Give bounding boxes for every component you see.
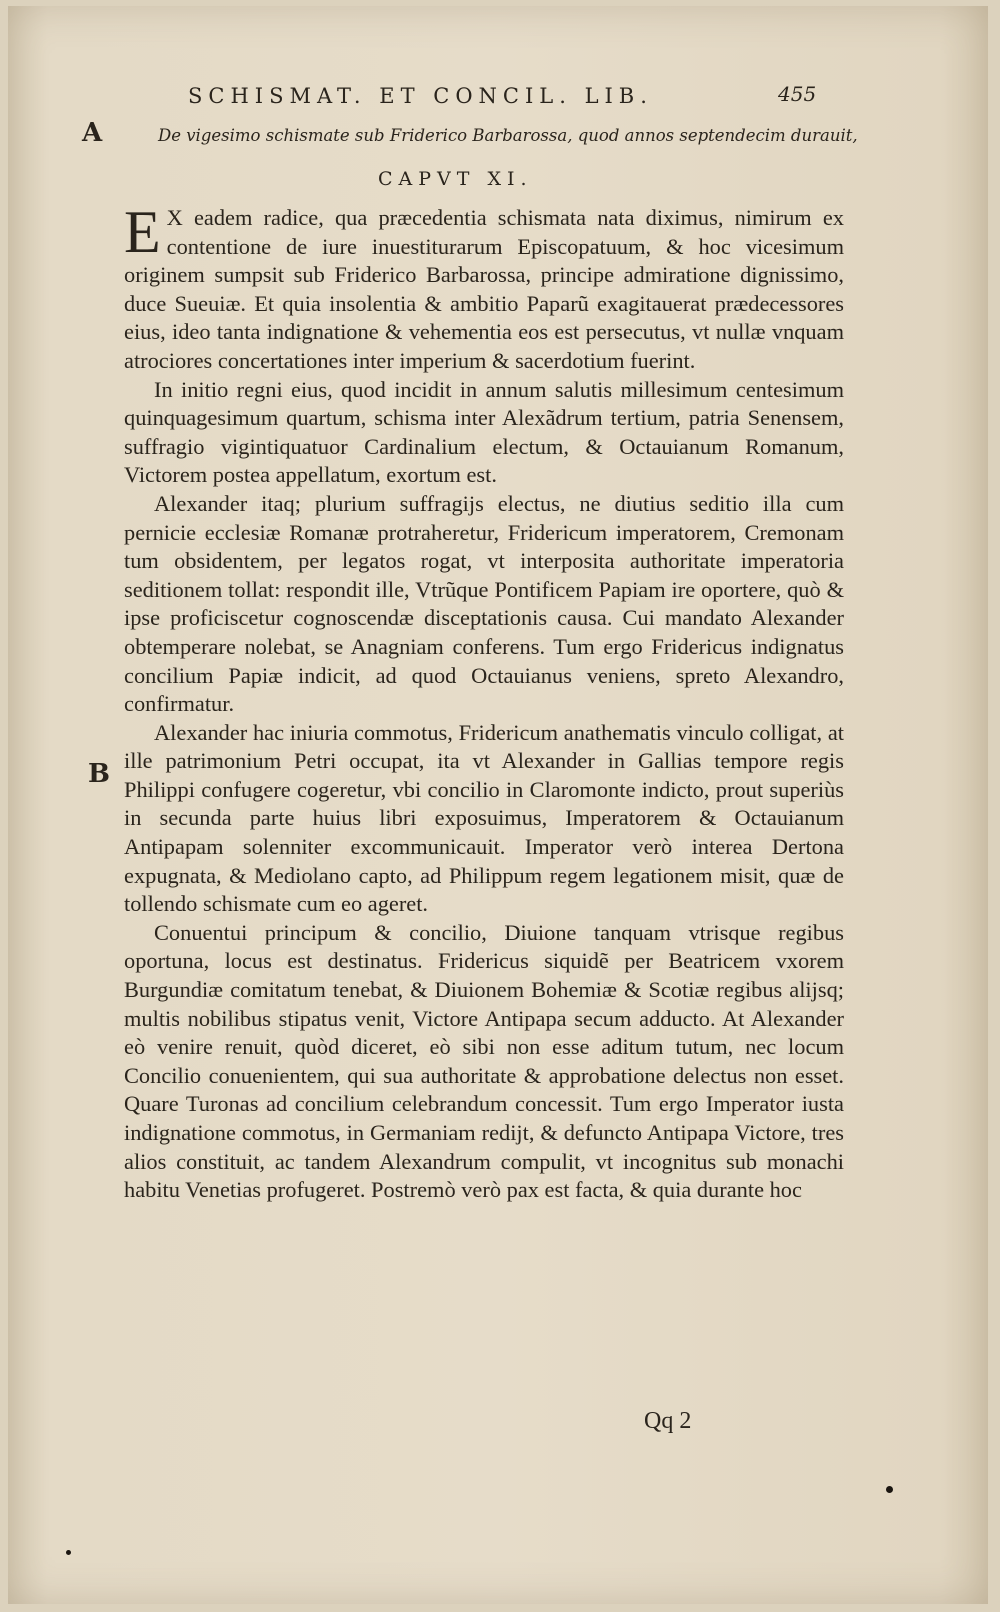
page-number: 455 — [778, 82, 817, 106]
body-text — [124, 199, 844, 1205]
drop-cap: E — [124, 199, 161, 265]
signature-mark: Qq 2 — [644, 1408, 692, 1434]
paragraph-3: Alexander itaq; plurium suffragijs electus, ne diutius seditio illa cum pernicie ecclesiæ Romanæ protraheretur, Fridericum imperatorem, Cremonam tum obsidentem, per legatos rogat, vt interposita authoritate imperatoria seditionem tollat: respondit ille, Vtrũque Pontificem Papiam ire oportere, quò & ipse proficiscetur cognoscendæ disceptationis causa. Cui mandato Alexander obtemperare nolebat, se Anagniam conferens. Tum ergo Fridericus indignatus concilium Papiæ indicit, ad quod Octauianus veniens, spreto Alexandro, confirmatur. — [124, 490, 844, 717]
chapter-heading: De vigesimo schismate sub Friderico Barbarossa, quod annos septendecim durauit, — [158, 126, 858, 145]
book-page — [8, 6, 988, 1604]
paragraph-2: In initio regni eius, quod incidit in annum salutis millesimum centesimum quinquagesimum quartum, schisma inter Alexãdrum tertium, patria Senensem, suffragio vigintiquatuor Cardinalium electum, & Octauianum Romanum, Victorem postea appellatum, exortum est. — [124, 376, 844, 488]
chapter-number: CAPVT XI. — [378, 168, 533, 190]
margin-letter-b: B — [88, 759, 110, 789]
ink-speck — [66, 1550, 71, 1555]
ink-speck — [886, 1486, 893, 1493]
paragraph-5: Conuentui principum & concilio, Diuione tanquam vtrisque regibus oportuna, locus est destinatus. Fridericus siquidẽ per Beatricem vxorem Burgundiæ comitatum tenebat, & Diuionem Bohemiæ & Scotiæ regibus alijsq; multis nobilibus stipatus venit, Victore Antipapa secum adducto. At Alexander eò venire renuit, quòd diceret, eò sibi non esse aditum tutum, nec locum Concilio conuenientem, qui sua authoritate & approbatione delectus non esset. Quare Turonas ad concilium celebrandum concessit. Tum ergo Imperator iusta indignatione commotus, in Germaniam redijt, & defuncto Antipapa Victore, tres alios constituit, ac tandem Alexandrum compulit, vt incognitus sub monachi habitu Venetias profugeret. Postremò verò pax est facta, & quia durante hoc — [124, 919, 844, 1203]
running-head: SCHISMAT. ET CONCIL. LIB. — [188, 84, 653, 108]
paragraph-1 — [124, 199, 844, 376]
paragraph-1-text: X eadem radice, qua præcedentia schismata nata diximus, nimirum ex contentione de iure inuestiturarum Episcopatuum, & hoc vicesimum originem sumpsit sub Friderico Barbarossa, principe admiratione dignissimo, duce Sueuiæ. Et quia insolentia & ambitio Paparũ exagitauerat prædecessores eius, ideo tanta indignatione & vehementia eos est persecutus, vt nullæ vnquam atrociores concertationes inter imperium & sacerdotium fuerint. — [124, 205, 844, 373]
margin-letter-a: A — [82, 118, 103, 148]
paragraph-4: Alexander hac iniuria commotus, Fridericum anathematis vinculo colligat, at ille patrimonium Petri occupat, ita vt Alexander in Gallias tempore regis Philippi confugere cogeretur, vbi concilio in Claromonte indicto, prout superiùs in secunda parte huius libri exposuimus, Imperatorem & Octauianum Antipapam solenniter excommunicauit. Imperator verò interea Dertona expugnata, & Mediolano capto, ad Philippum regem legationem misit, quæ de tollendo schismate cum eo ageret. — [124, 719, 844, 917]
